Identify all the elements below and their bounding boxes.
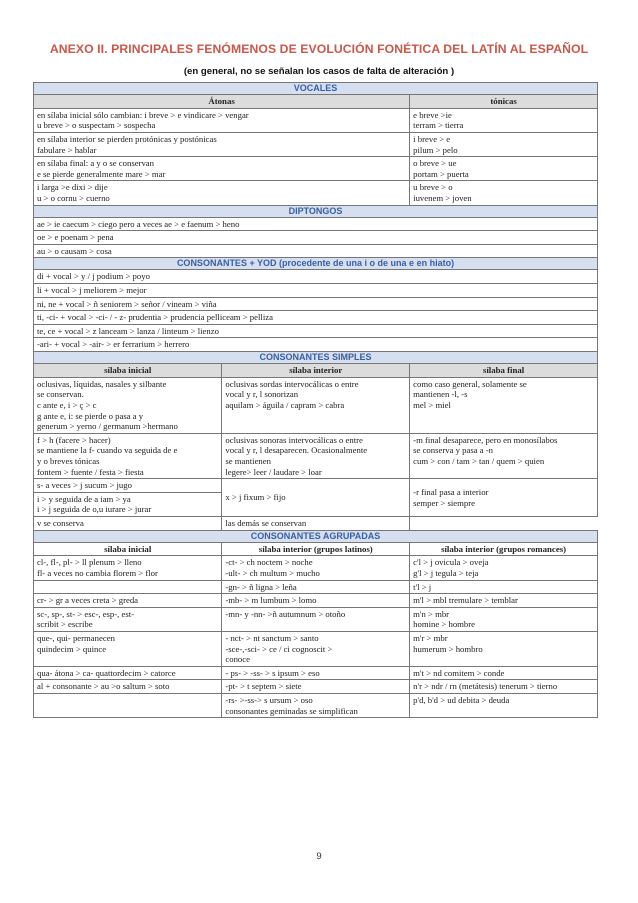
col-tonicas: tónicas bbox=[410, 94, 598, 108]
table-row bbox=[34, 108, 598, 132]
ag-romances bbox=[410, 693, 598, 717]
table-row bbox=[34, 542, 598, 556]
section-diptongos: DIPTONGOS bbox=[34, 205, 598, 217]
atonas-cell bbox=[34, 132, 410, 156]
cell-line: generum > yerno / germanum >hermano bbox=[37, 421, 178, 432]
cell-line: e se pierde generalmente mare > mar bbox=[37, 168, 166, 179]
cell-line: qua- átona > ca- quattordecim > catorce bbox=[37, 667, 176, 678]
cell-line: u breve > o suspectam > sospecha bbox=[37, 120, 156, 131]
section-yod: CONSONANTES + YOD (procedente de una i o de una e en hiato) bbox=[34, 258, 598, 270]
cell-line: -ct- > ch noctem > noche bbox=[225, 557, 313, 568]
cell-line: en sílaba final: a y o se conservan bbox=[37, 158, 154, 169]
ag-romances bbox=[410, 680, 598, 694]
table-row bbox=[34, 324, 598, 338]
cell-line: v se conserva bbox=[37, 517, 84, 528]
atonas-cell bbox=[34, 157, 410, 181]
cell-line: consonantes geminadas se simplifican bbox=[225, 705, 358, 716]
cell-line: s- a veces > j sucum > jugo bbox=[37, 480, 132, 491]
ag-romances bbox=[410, 631, 598, 666]
cell-line: e breve >ie bbox=[413, 109, 452, 120]
simple-interior bbox=[222, 433, 410, 478]
col-final: sílaba final bbox=[410, 363, 598, 377]
yod-row: li + vocal > j meliorem > mejor bbox=[34, 283, 598, 297]
table-row bbox=[34, 283, 598, 297]
table-row bbox=[34, 181, 598, 205]
cell-line: n'r > ndr / rn (metátesis) tenerum > tierno bbox=[413, 681, 558, 692]
table-row bbox=[34, 94, 598, 108]
ag-romances bbox=[410, 666, 598, 680]
cell-line: g'l > j tegula > teja bbox=[413, 567, 479, 578]
cell-line: iuvenem > joven bbox=[413, 192, 472, 203]
cell-line: vocal y r, l sonorizan bbox=[225, 389, 299, 400]
cell-line: y o breves tónicas bbox=[37, 455, 100, 466]
cell-line: i > j seguida de o,u iurare > jurar bbox=[37, 504, 152, 515]
ag-latinos bbox=[222, 666, 410, 680]
cell-line: - ps- > -ss- > s ipsum > eso bbox=[225, 667, 320, 678]
yod-row: ni, ne + vocal > ñ seniorem > señor / vineam > viña bbox=[34, 297, 598, 311]
cell-line: o breve > ue bbox=[413, 158, 457, 169]
ag-latinos bbox=[222, 607, 410, 631]
cell-line: se conserva y pasa a -n bbox=[413, 445, 494, 456]
col-ag-inicial: sílaba inicial bbox=[34, 542, 222, 556]
tonicas-cell bbox=[410, 181, 598, 205]
cell-line: -gn- > ñ ligna > leña bbox=[225, 581, 297, 592]
cell-line: mantienen -l, -s bbox=[413, 389, 468, 400]
ag-inicial bbox=[34, 607, 222, 631]
cell-line: u breve > o bbox=[413, 182, 453, 193]
table-row bbox=[34, 680, 598, 694]
table-row bbox=[34, 631, 598, 666]
table-row bbox=[34, 530, 598, 542]
col-ag-romances: sílaba interior (grupos romances) bbox=[410, 542, 598, 556]
table-row bbox=[34, 231, 598, 245]
cell-line: conoce bbox=[225, 654, 250, 665]
cell-line: i breve > e bbox=[413, 133, 451, 144]
cell-line: fl- a veces no cambia florem > flor bbox=[37, 567, 158, 578]
simple-final-empty bbox=[410, 516, 598, 530]
cell-line: al + consonante > au >o saltum > soto bbox=[37, 681, 170, 692]
cell-line: pilum > pelo bbox=[413, 144, 458, 155]
phonetics-table-wrap bbox=[33, 82, 598, 718]
section-vocales: VOCALES bbox=[34, 83, 598, 95]
diptongo-row: au > o causam > cosa bbox=[34, 244, 598, 258]
table-row bbox=[34, 594, 598, 608]
cell-line: -sce-,-sci- > ce / ci cognoscit > bbox=[225, 643, 333, 654]
ag-romances bbox=[410, 594, 598, 608]
document-subtitle: (en general, no se señalan los casos de falta de alteración ) bbox=[183, 66, 455, 77]
tonicas-cell bbox=[410, 132, 598, 156]
tonicas-cell bbox=[410, 157, 598, 181]
diptongo-row: oe > e poenam > pena bbox=[34, 231, 598, 245]
cell-line: c'l > j ovicula > oveja bbox=[413, 557, 489, 568]
table-row bbox=[34, 217, 598, 231]
cell-line: -mb- > m lumbum > lomo bbox=[225, 595, 317, 606]
cell-line: sc-, sp-, st- > esc-, esp-, est- bbox=[37, 608, 135, 619]
table-row bbox=[34, 83, 598, 95]
cell-line: oclusivas sordas intervocálicas o entre bbox=[225, 378, 359, 389]
ag-romances bbox=[410, 607, 598, 631]
cell-line: cl-, fl-, pl- > ll plenum > lleno bbox=[37, 557, 142, 568]
ag-inicial bbox=[34, 594, 222, 608]
table-row bbox=[34, 693, 598, 717]
cell-line: semper > siempre bbox=[413, 497, 476, 508]
table-row bbox=[34, 607, 598, 631]
ag-inicial bbox=[34, 693, 222, 717]
simple-inicial bbox=[34, 516, 222, 530]
simple-final bbox=[410, 433, 598, 478]
table-row bbox=[34, 556, 598, 580]
simple-interior bbox=[222, 479, 410, 517]
table-row bbox=[34, 580, 598, 594]
cell-line: g ante e, i: se pierde o pasa a y bbox=[37, 410, 144, 421]
cell-line: p'd, b'd > ud debita > deuda bbox=[413, 694, 510, 705]
cell-line: -m final desaparece, pero en monosílabos bbox=[413, 434, 558, 445]
atonas-cell bbox=[34, 108, 410, 132]
cell-line: oclusivas, líquidas, nasales y silbante bbox=[37, 378, 167, 389]
cell-line: vocal y r, l desaparecen. Ocasionalmente bbox=[225, 445, 368, 456]
cell-line: aquilam > águila / capram > cabra bbox=[225, 399, 345, 410]
cell-line: portam > puerta bbox=[413, 168, 469, 179]
atonas-cell bbox=[34, 181, 410, 205]
page-number: 9 bbox=[316, 851, 322, 862]
cell-line: humerum > hombro bbox=[413, 643, 483, 654]
yod-row: di + vocal > y / j podium > poyo bbox=[34, 270, 598, 284]
cell-line: i larga >e dixi > dije bbox=[37, 182, 108, 193]
col-inicial: sílaba inicial bbox=[34, 363, 222, 377]
table-row bbox=[34, 311, 598, 325]
table-row bbox=[34, 363, 598, 377]
ag-latinos bbox=[222, 680, 410, 694]
col-ag-latinos: sílaba interior (grupos latinos) bbox=[222, 542, 410, 556]
simple-final bbox=[410, 479, 598, 517]
cell-line: se mantienen bbox=[225, 455, 271, 466]
ag-inicial bbox=[34, 580, 222, 594]
ag-romances bbox=[410, 580, 598, 594]
cell-line: fabulare > hablar bbox=[37, 144, 97, 155]
table-row bbox=[34, 479, 598, 493]
cell-line: f > h (facere > hacer) bbox=[37, 434, 111, 445]
ag-latinos bbox=[222, 594, 410, 608]
table-row bbox=[34, 377, 598, 433]
simple-inicial bbox=[34, 492, 222, 516]
section-agrupadas: CONSONANTES AGRUPADAS bbox=[34, 530, 598, 542]
cell-line: legere> leer / laudare > loar bbox=[225, 466, 322, 477]
table-row bbox=[34, 433, 598, 478]
table-row bbox=[34, 270, 598, 284]
table-row bbox=[34, 205, 598, 217]
cell-line: m't > nd comitem > conde bbox=[413, 667, 505, 678]
cell-line: se conservan. bbox=[37, 389, 84, 400]
cell-line: x > j fixum > fijo bbox=[225, 492, 286, 503]
table-row bbox=[34, 516, 598, 530]
cell-line: -ult- > ch multum > mucho bbox=[225, 567, 320, 578]
ag-inicial bbox=[34, 631, 222, 666]
cell-line: -mn- y -nn- >ñ autumnum > otoño bbox=[225, 608, 346, 619]
ag-romances bbox=[410, 556, 598, 580]
table-row bbox=[34, 258, 598, 270]
cell-line bbox=[37, 582, 218, 593]
cell-line: scribit > escribe bbox=[37, 619, 93, 630]
cell-line: se mantiene la f- cuando va seguida de e bbox=[37, 445, 178, 456]
document-title: ANEXO II. PRINCIPALES FENÓMENOS DE EVOLUCIÓN FONÉTICA DEL LATÍN AL ESPAÑOL bbox=[49, 42, 589, 56]
cell-line: m'r > mbr bbox=[413, 632, 448, 643]
cell-line: como caso general, solamente se bbox=[413, 378, 527, 389]
col-atonas: Átonas bbox=[34, 94, 410, 108]
cell-line: -r final pasa a interior bbox=[413, 486, 489, 497]
ag-inicial bbox=[34, 666, 222, 680]
table-row bbox=[34, 244, 598, 258]
cell-line: homine > hombre bbox=[413, 619, 476, 630]
cell-line: oclusivas sonoras intervocálicas o entre bbox=[225, 434, 363, 445]
cell-line: -pt- > t septem > siete bbox=[225, 681, 302, 692]
cell-line: en sílaba interior se pierden protónicas y postónicas bbox=[37, 133, 217, 144]
simple-interior bbox=[222, 516, 410, 530]
ag-latinos bbox=[222, 580, 410, 594]
table-row bbox=[34, 297, 598, 311]
cell-line: c ante e, i > ç > c bbox=[37, 399, 97, 410]
cell-line: u > o cornu > cuerno bbox=[37, 192, 110, 203]
simple-inicial bbox=[34, 377, 222, 433]
tonicas-cell bbox=[410, 108, 598, 132]
cell-line: terram > tierra bbox=[413, 120, 464, 131]
table-row bbox=[34, 351, 598, 363]
cell-line: quindecim > quince bbox=[37, 643, 107, 654]
cell-line: -rs- >-ss-> s ursum > oso bbox=[225, 694, 313, 705]
table-row bbox=[34, 132, 598, 156]
yod-row: te, ce + vocal > z lanceam > lanza / linteum > lienzo bbox=[34, 324, 598, 338]
cell-line: t'l > j bbox=[413, 581, 432, 592]
cell-line: - nct- > nt sanctum > santo bbox=[225, 632, 319, 643]
section-simples: CONSONANTES SIMPLES bbox=[34, 351, 598, 363]
phonetics-table bbox=[33, 82, 598, 718]
simple-interior bbox=[222, 377, 410, 433]
yod-row: -ari- + vocal > -air- > er ferrarium > herrero bbox=[34, 338, 598, 352]
cell-line: i > y seguida de a iam > ya bbox=[37, 493, 131, 504]
cell-line: m'n > mbr bbox=[413, 608, 450, 619]
cell-line bbox=[37, 695, 218, 706]
ag-inicial bbox=[34, 680, 222, 694]
ag-latinos bbox=[222, 556, 410, 580]
cell-line: m'l > mbl tremulare > temblar bbox=[413, 595, 518, 606]
cell-line: mel > miel bbox=[413, 399, 451, 410]
cell-line: cr- > gr a veces creta > greda bbox=[37, 595, 139, 606]
cell-line: que-, qui- permanecen bbox=[37, 632, 115, 643]
table-row bbox=[34, 666, 598, 680]
ag-inicial bbox=[34, 556, 222, 580]
cell-line: en sílaba inicial sólo cambian: i breve > e vindicare > vengar bbox=[37, 109, 249, 120]
cell-line: las demás se conservan bbox=[225, 517, 307, 528]
diptongo-row: ae > ie caecum > ciego pero a veces ae > e faenum > heno bbox=[34, 217, 598, 231]
simple-inicial bbox=[34, 479, 222, 493]
col-interior: sílaba interior bbox=[222, 363, 410, 377]
table-row bbox=[34, 157, 598, 181]
yod-row: ti, -ci- + vocal > -ci- / - z- prudentia > prudencia pelliceam > pelliza bbox=[34, 311, 598, 325]
simple-final bbox=[410, 377, 598, 433]
ag-latinos bbox=[222, 693, 410, 717]
cell-line: cum > con / tam > tan / quem > quien bbox=[413, 455, 545, 466]
ag-latinos bbox=[222, 631, 410, 666]
table-row bbox=[34, 338, 598, 352]
cell-line: fontem > fuente / festa > fiesta bbox=[37, 466, 144, 477]
simple-inicial bbox=[34, 433, 222, 478]
